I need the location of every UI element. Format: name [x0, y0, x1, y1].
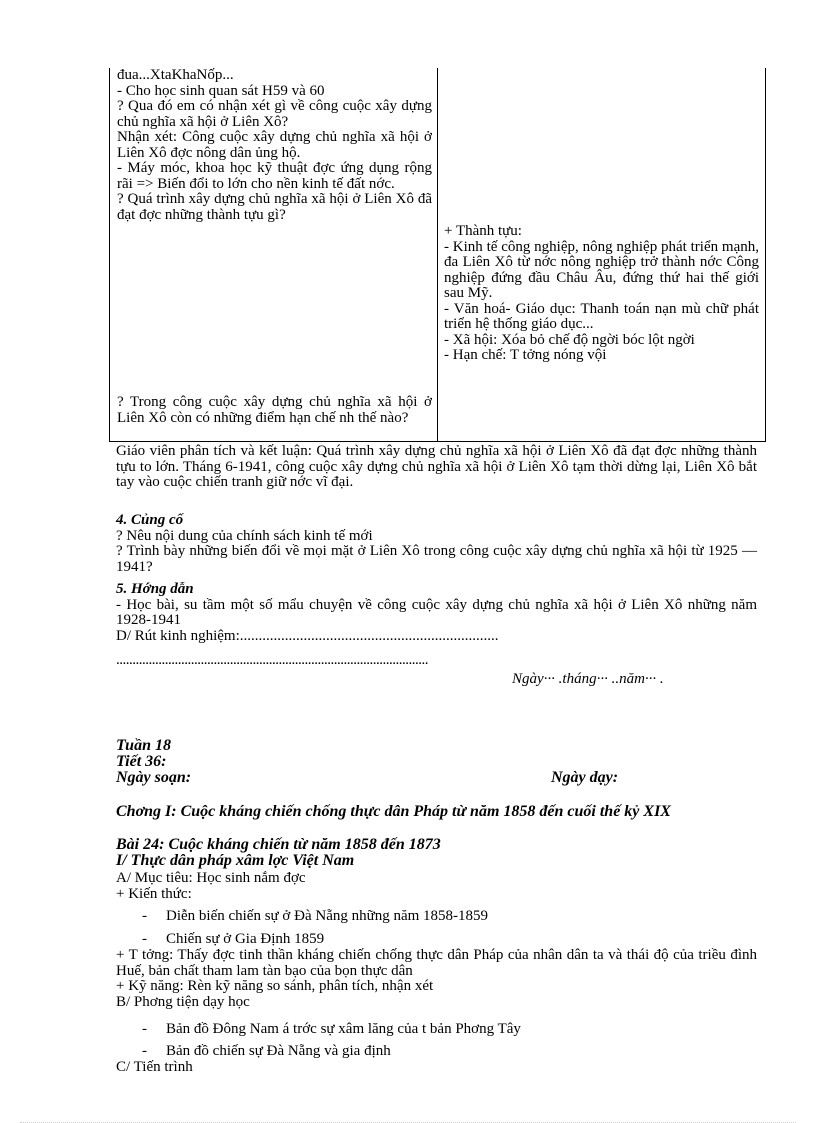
bullet-dash-icon: - — [142, 908, 147, 924]
objectives-label: A/ Mục tiêu: Học sinh nắm đợc — [116, 870, 306, 886]
date-line: Ngày··· .tháng··· ..năm··· . — [512, 671, 664, 687]
table-right-line: - Hạn chế: T tởng nóng vội — [444, 347, 607, 363]
list-item-text: Diễn biến chiến sự ở Đà Nẵng những năm 1858-1859 — [166, 908, 489, 924]
objectives — [116, 871, 757, 902]
section-5-heading: 5. Hớng dẫn — [116, 581, 194, 597]
list-item — [142, 1043, 391, 1059]
table-right-line: - Văn hoá- Giáo dục: Thanh toán nạn mù chữ phát triển hệ thống giáo dục... — [444, 300, 759, 332]
list-item-text: Bản đồ chiến sự Đà Nẵng và gia định — [166, 1043, 391, 1059]
chapter-title: Chơng I: Cuộc kháng chiến chống thực dân Pháp từ năm 1858 đến cuối thế kỷ XIX — [116, 803, 671, 820]
table-right-cell — [444, 224, 759, 364]
bullet-dash-icon: - — [142, 1043, 147, 1059]
bullet-dash-icon: - — [142, 1021, 147, 1037]
table-left-line: ? Quá trình xây dựng chủ nghĩa xã hội ở Liên Xô đã đạt đợc những thành tựu gì? — [117, 191, 432, 223]
list-item-text: Chiến sự ở Gia Định 1859 — [166, 931, 325, 947]
rut-kinh-nghiem: D/ Rút kinh nghiệm:..................................................................... — [116, 627, 499, 644]
list-item-text: Bản đồ Đông Nam á trớc sự xâm lăng của t bản Phơng Tây — [166, 1021, 521, 1037]
skills-text: + Kỹ năng: Rèn kỹ năng so sánh, phân tích, nhận xét — [116, 978, 434, 994]
bullet-dash-icon: - — [142, 931, 147, 947]
period-label: Tiết 36: — [116, 753, 167, 770]
attitude-paragraph — [116, 948, 757, 1010]
teaching-date-label: Ngày dạy: — [551, 769, 619, 786]
list-item — [142, 931, 324, 947]
section-4-question-2: ? Trình bày những biến đổi về mọi mặt ở Liên Xô trong công cuộc xây dựng chủ nghĩa xã hội từ 1925 —1941? — [116, 543, 757, 575]
section-4-heading: 4. Củng cố — [116, 512, 184, 528]
section-4 — [116, 513, 757, 575]
table-left-line: - Máy móc, khoa học kỹ thuật đợc ứng dụng rộng rãi => Biến đổi to lớn cho nền kinh tế đất nớc. — [117, 160, 432, 192]
table-right-line: + Thành tựu: — [444, 223, 522, 239]
process-label: C/ Tiến trình — [116, 1059, 193, 1075]
section-5-text: - Học bài, su tầm một số mẩu chuyện về công cuộc xây dựng chủ nghĩa xã hội ở Liên Xô những năm 1928-1941 — [116, 596, 757, 628]
table-left-line: - Cho học sinh quan sát H59 và 60 — [117, 82, 325, 99]
table-left-line: ? Trong công cuộc xây dựng chủ nghĩa xã hội ở Liên Xô còn có những điểm hạn chế nh thế nào? — [117, 394, 432, 426]
process-section — [116, 1060, 757, 1076]
table-left-cell-2 — [117, 395, 432, 426]
table-column-divider — [437, 68, 438, 441]
table-left-cell — [117, 68, 432, 223]
table-right-line: - Xã hội: Xóa bỏ chế độ ngời bóc lột ngời — [444, 331, 695, 348]
means-label: B/ Phơng tiện dạy học — [116, 993, 250, 1010]
week-label: Tuần 18 — [116, 737, 171, 754]
conclusion-paragraph — [116, 444, 757, 491]
section-4-question-1: ? Nêu nội dung của chính sách kinh tế mới — [116, 527, 373, 544]
conclusion-text: Giáo viên phân tích và kết luận: Quá trình xây dựng chủ nghĩa xã hội ở Liên Xô đã đạt đợc những thành tựu to lớn. Tháng 6-1941, công cuộc xây dựng chủ nghĩa xã hội ở Liên Xô tạm thời dừng lại, Liên Xô bắt tay vào cuộc chiến tranh giữ nớc vĩ đại. — [116, 443, 757, 490]
section-5 — [116, 582, 757, 644]
lesson-title: Bài 24: Cuộc kháng chiến từ năm 1858 đến 1873 — [116, 836, 441, 853]
dotted-line: ................................................................................................ — [116, 652, 428, 668]
table-left-line: Nhận xét: Công cuộc xây dựng chủ nghĩa xã hội ở Liên Xô đợc nông dân ủng hộ. — [117, 129, 432, 161]
table-right-line: - Kinh tế công nghiệp, nông nghiệp phát triển mạnh, đa Liên Xô từ nớc nông nghiệp trở thành nớc Công nghiệp đứng đầu Châu Âu, đứng thứ hai thế giới sau Mỹ. — [444, 238, 759, 301]
table-left-line: ? Qua đó em có nhận xét gì về công cuộc xây dựng chủ nghĩa xã hội ở Liên Xô? — [117, 98, 432, 130]
list-item — [142, 1021, 521, 1037]
attitude-text: + T tởng: Thấy đợc tinh thần kháng chiến chống thực dân Pháp của nhân dân ta và thái độ của triều đình Huế, bản chất tham lam tàn bạo của bọn thực dân — [116, 947, 757, 979]
list-item — [142, 908, 488, 924]
part-title: I/ Thực dân pháp xâm lợc Việt Nam — [116, 852, 355, 869]
lesson-table — [109, 68, 766, 442]
preparation-date-label: Ngày soạn: — [116, 769, 192, 786]
table-left-line: đua...XtaKhaNốp... — [117, 67, 234, 83]
knowledge-label: + Kiến thức: — [116, 885, 192, 902]
